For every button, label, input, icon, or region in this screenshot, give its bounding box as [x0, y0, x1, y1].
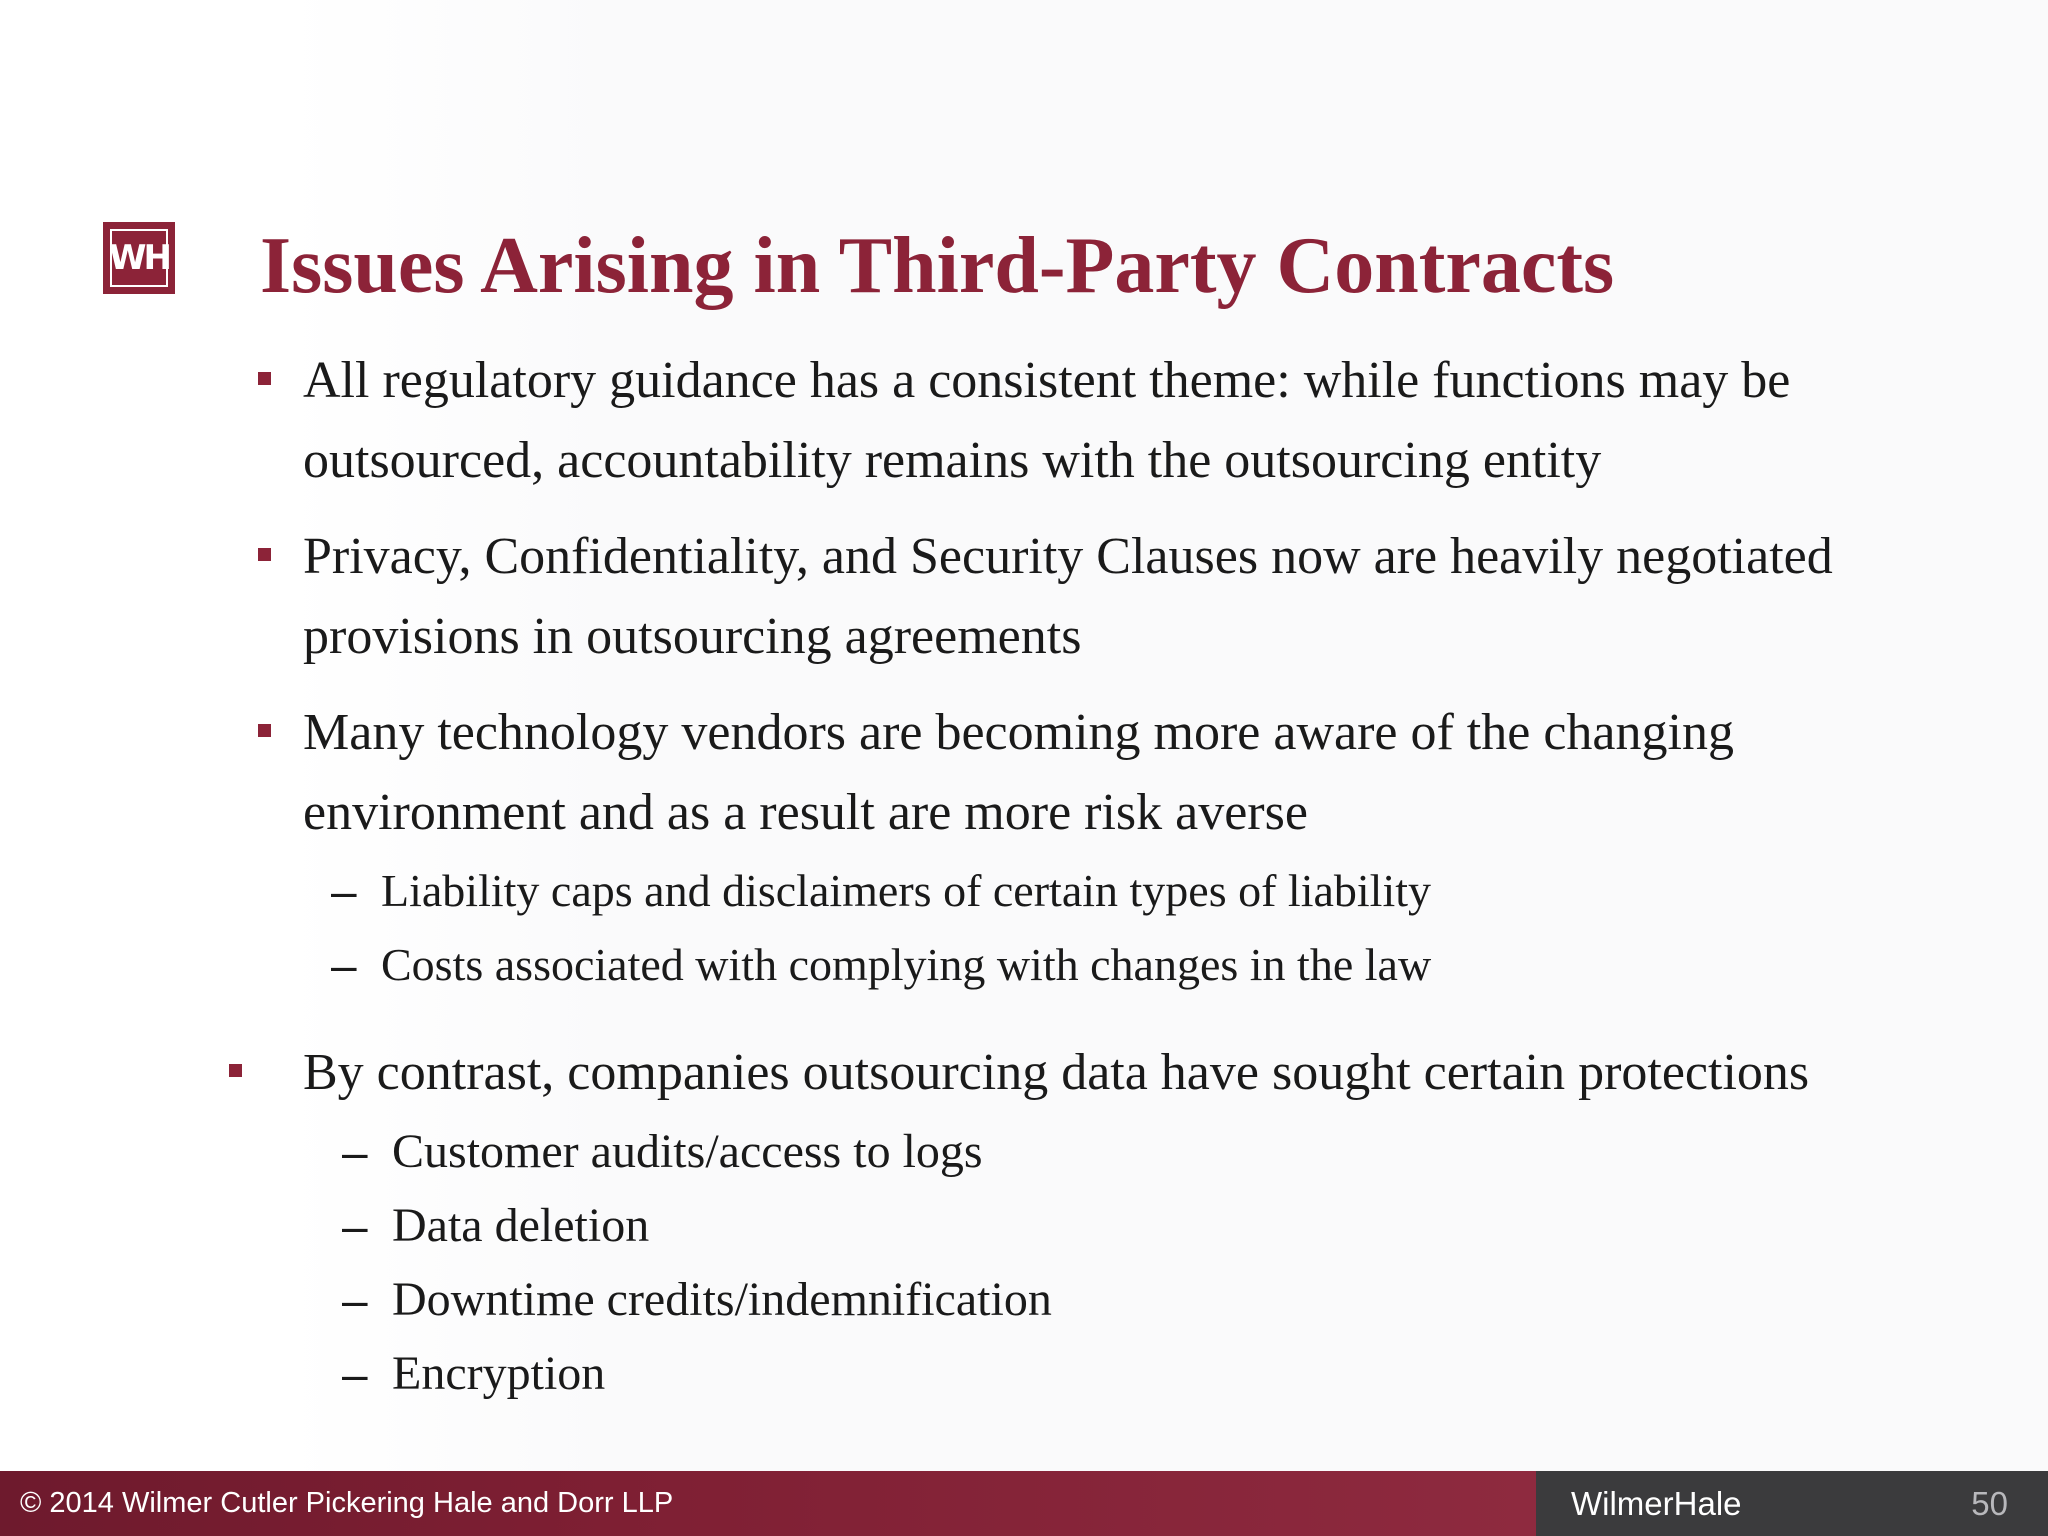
- dash-marker: –: [342, 1274, 368, 1326]
- sub-bullet-text: Liability caps and disclaimers of certain types of liability: [381, 865, 1432, 916]
- sub-bullet-text: Downtime credits/indemnification: [392, 1273, 1052, 1326]
- sub-bullet-text: Data deletion: [392, 1199, 650, 1252]
- square-bullet-icon: [229, 1064, 242, 1077]
- dash-marker: –: [342, 1348, 368, 1400]
- sub-bullet-item: [331, 861, 1432, 921]
- square-bullet-icon: [258, 548, 271, 561]
- bullet-item: [303, 517, 2003, 677]
- sub-bullet-item: [331, 935, 1432, 995]
- square-bullet-icon: [258, 372, 271, 385]
- dash-marker: –: [331, 939, 357, 991]
- sub-bullet-text: Customer audits/access to logs: [392, 1125, 983, 1178]
- footer-copyright: © 2014 Wilmer Cutler Pickering Hale and Dorr LLP: [0, 1471, 1536, 1536]
- bullet-text: Privacy, Confidentiality, and Security Clauses now are heavily negotiated provisions in outsourcing agreements: [303, 528, 1833, 665]
- sub-bullet-item: [342, 1344, 606, 1404]
- bullet-item: [303, 341, 2003, 501]
- footer-brand: WilmerHale: [1571, 1485, 1742, 1522]
- sub-bullet-item: [342, 1122, 983, 1182]
- page-number: 50: [1971, 1485, 2008, 1522]
- footer-brand-panel: [1536, 1471, 2048, 1536]
- page-title: Issues Arising in Third-Party Contracts: [260, 222, 1615, 310]
- bullet-text: By contrast, companies outsourcing data have sought certain protections: [303, 1044, 1810, 1101]
- logo-mark: WH: [110, 229, 168, 287]
- bullet-item: [303, 693, 2003, 853]
- wilmerhale-logo-icon: [103, 222, 175, 294]
- bullet-text: All regulatory guidance has a consistent theme: while functions may be outsourced, accountability remains with the outsourcing entity: [303, 352, 1791, 489]
- dash-marker: –: [331, 865, 357, 917]
- footer-bar: [0, 1471, 2048, 1536]
- sub-bullet-item: [342, 1196, 650, 1256]
- sub-bullet-item: [342, 1270, 1052, 1330]
- bullet-text: Many technology vendors are becoming more aware of the changing environment and as a result are more risk averse: [303, 704, 1734, 841]
- dash-marker: –: [342, 1126, 368, 1178]
- bullet-item: [303, 1033, 2003, 1113]
- sub-bullet-text: Encryption: [392, 1347, 606, 1400]
- sub-bullet-text: Costs associated with complying with changes in the law: [381, 939, 1432, 990]
- dash-marker: –: [342, 1200, 368, 1252]
- square-bullet-icon: [258, 724, 271, 737]
